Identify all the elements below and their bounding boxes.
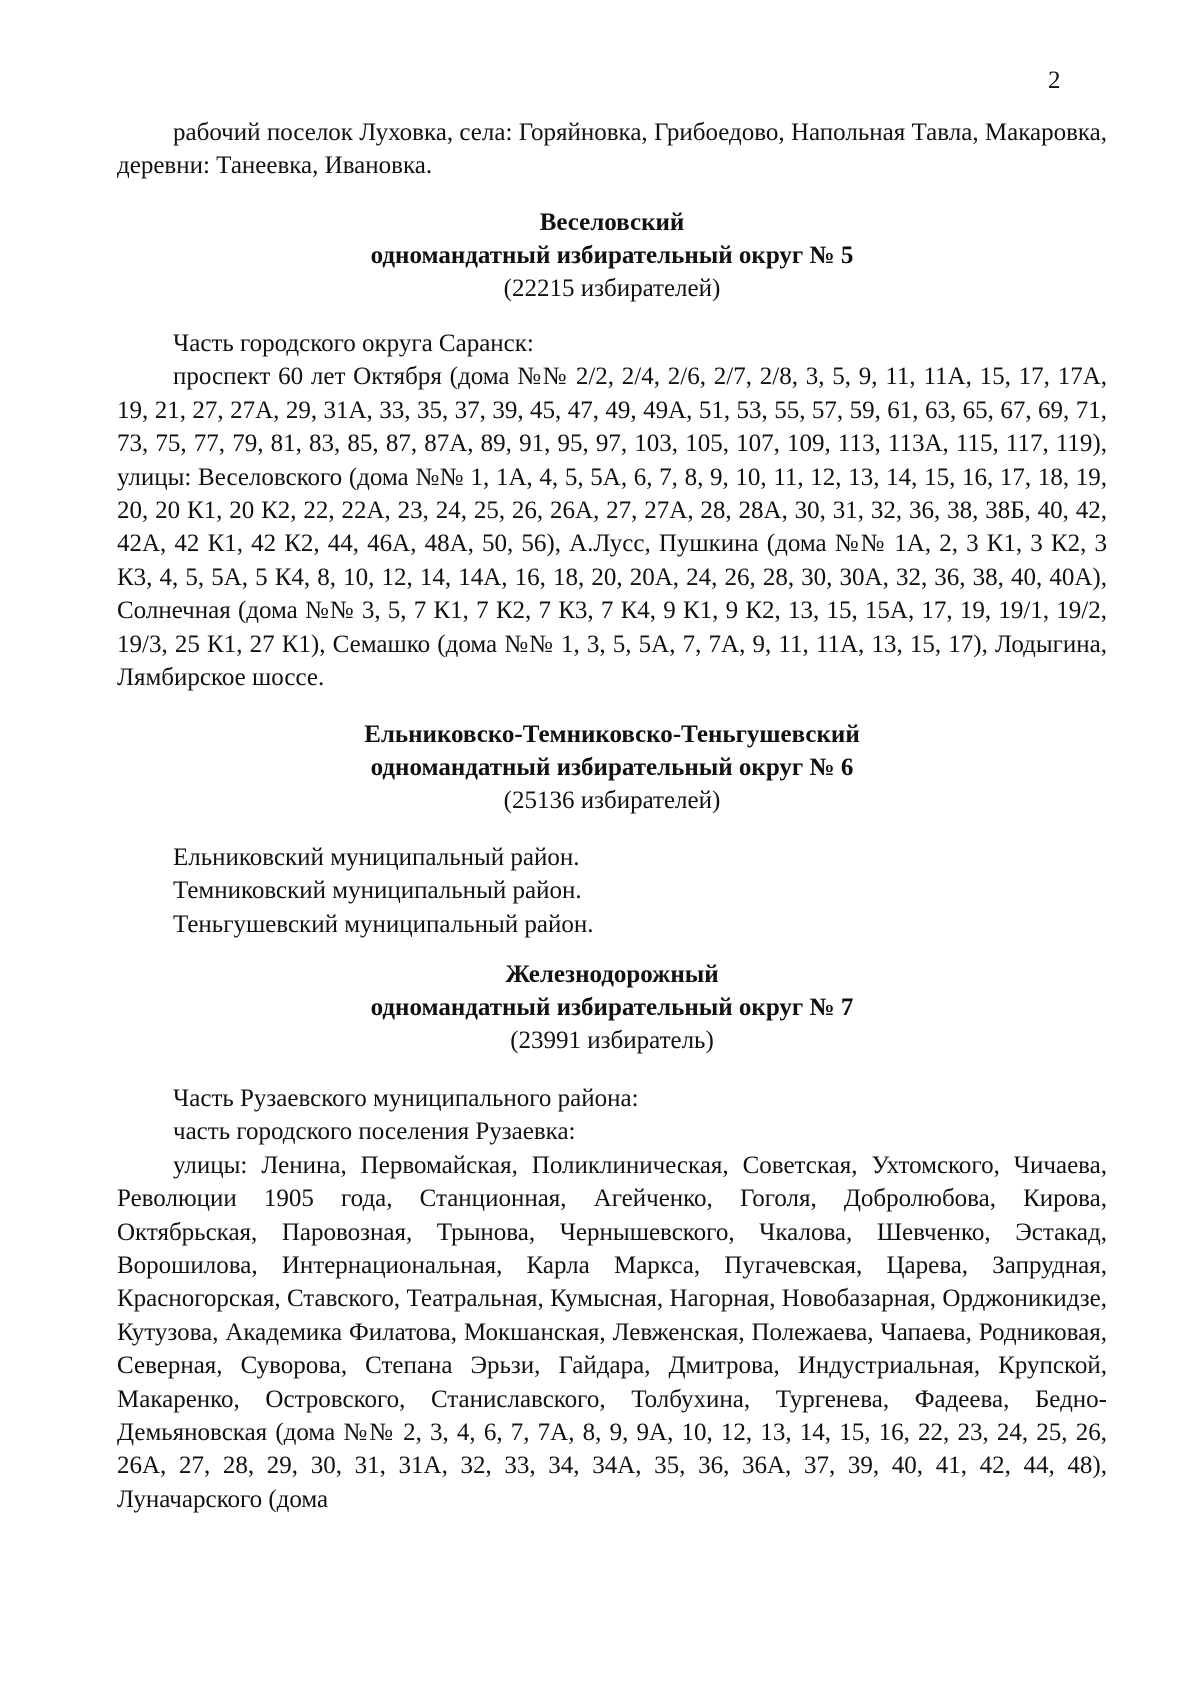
page-number: 2 bbox=[1048, 67, 1061, 94]
district-7-paragraph: улицы: Ленина, Первомайская, Поликлиническая, Советская, Ухтомского, Чичаева, Революции 1905 года, Станционная, Агейченко, Гоголя, Добролюбова, Кирова, Октябрьская, Паровозная, Трынова, Чернышевского, Чкалова, Шевченко, Эстакад, Ворошилова, Интернациональная, Карла Маркса, Пугачевская, Царева, Запрудная, Красногорская, Ставского, Театральная, Кумысная, Нагорная, Новобазарная, Орджоникидзе, Кутузова, Академика Филатова, Мокшанская, Левженская, Полежаева, Чапаева, Родниковая, Северная, Суворова, Степана Эрьзи, Гайдара, Дмитрова, Индустриальная, Крупской, Макаренко, Островского, Станиславского, Толбухина, Тургенева, Фадеева, Бедно-Демьяновская (дома №№ 2, 3, 4, 6, 7, 7А, 8, 9, 9А, 10, 12, 13, 14, 15, 16, 22, 23, 24, 25, 26, 26А, 27, 28, 29, 30, 31, 31А, 32, 33, 34, 34А, 35, 36, 36А, 37, 39, 40, 41, 42, 44, 48), Луначарского (дома bbox=[117, 1151, 1107, 1513]
district-5-voters: (22215 избирателей) bbox=[503, 275, 721, 302]
district-5-paragraph: Часть городского округа Саранск: bbox=[173, 330, 534, 357]
district-7-voters: (23991 избиратель) bbox=[510, 1027, 714, 1054]
district-6-line: Ельниковский муниципальный район. bbox=[173, 844, 580, 871]
district-7-heading bbox=[117, 958, 1107, 1057]
district-6-line: Теньгушевский муниципальный район. bbox=[173, 910, 594, 938]
district-6-voters: (25136 избирателей) bbox=[503, 787, 721, 814]
district-7-subtitle: одномандатный избирательный округ № 7 bbox=[370, 994, 854, 1021]
district-7-paragraph: Часть Рузаевского муниципального района: bbox=[173, 1085, 639, 1112]
district-6-name: Ельниковско-Темниковско-Теньгушевский bbox=[364, 721, 860, 748]
district-5-heading bbox=[117, 206, 1107, 305]
district-6-heading bbox=[117, 718, 1107, 817]
district-7-paragraph: часть городского поселения Рузаевка: bbox=[173, 1118, 576, 1146]
district-6-subtitle: одномандатный избирательный округ № 6 bbox=[370, 754, 854, 781]
district-5-paragraph: проспект 60 лет Октября (дома №№ 2/2, 2/4, 2/6, 2/7, 2/8, 3, 5, 9, 11, 11А, 15, 17, 17А, 19, 21, 27, 27А, 29, 31А, 33, 35, 37, 39, 45, 47, 49, 49А, 51, 53, 55, 57, 59, 61, 63, 65, 67, 69, 71, 73, 75, 77, 79, 81, 83, 85, 87, 87А, 89, 91, 95, 97, 103, 105, 107, 109, 113, 113А, 115, 117, 119), улицы: Веселовского (дома №№ 1, 1А, 4, 5, 5А, 6, 7, 8, 9, 10, 11, 12, 13, 14, 15, 16, 17, 18, 19, 20, 20 К1, 20 К2, 22, 22А, 23, 24, 25, 26, 26А, 27, 27А, 28, 28А, 30, 31, 32, 36, 38, 38Б, 40, 42, 42А, 42 К1, 42 К2, 44, 46А, 48А, 50, 56), А.Лусс, Пушкина (дома №№ 1А, 2, 3 К1, 3 К2, 3 К3, 4, 5, 5А, 5 К4, 8, 10, 12, 14, 14А, 16, 18, 20, 20А, 24, 26, 28, 30, 30А, 32, 36, 38, 40, 40А), Солнечная (дома №№ 3, 5, 7 К1, 7 К2, 7 К3, 7 К4, 9 К1, 9 К2, 13, 15, 15А, 17, 19, 19/1, 19/2, 19/3, 25 К1, 27 К1), Семашко (дома №№ 1, 3, 5, 5А, 7, 7А, 9, 11, 11А, 13, 15, 17), Лодыгина, Лямбирское шоссе. bbox=[117, 363, 1107, 692]
district-6-line: Темниковский муниципальный район. bbox=[173, 877, 582, 905]
district-7-name: Железнодорожный bbox=[505, 961, 719, 988]
intro-text: рабочий поселок Луховка, села: Горяйновка, Грибоедово, Напольная Тавла, Макаровка, деревни: Танеевка, Ивановка. bbox=[117, 119, 1107, 180]
district-6-body bbox=[117, 841, 1107, 941]
district-5-body bbox=[117, 327, 1107, 694]
district-7-body bbox=[117, 1082, 1107, 1516]
district-5-name: Веселовский bbox=[539, 209, 685, 236]
district-5-subtitle: одномандатный избирательный округ № 5 bbox=[370, 242, 854, 269]
intro-paragraph bbox=[117, 116, 1107, 183]
